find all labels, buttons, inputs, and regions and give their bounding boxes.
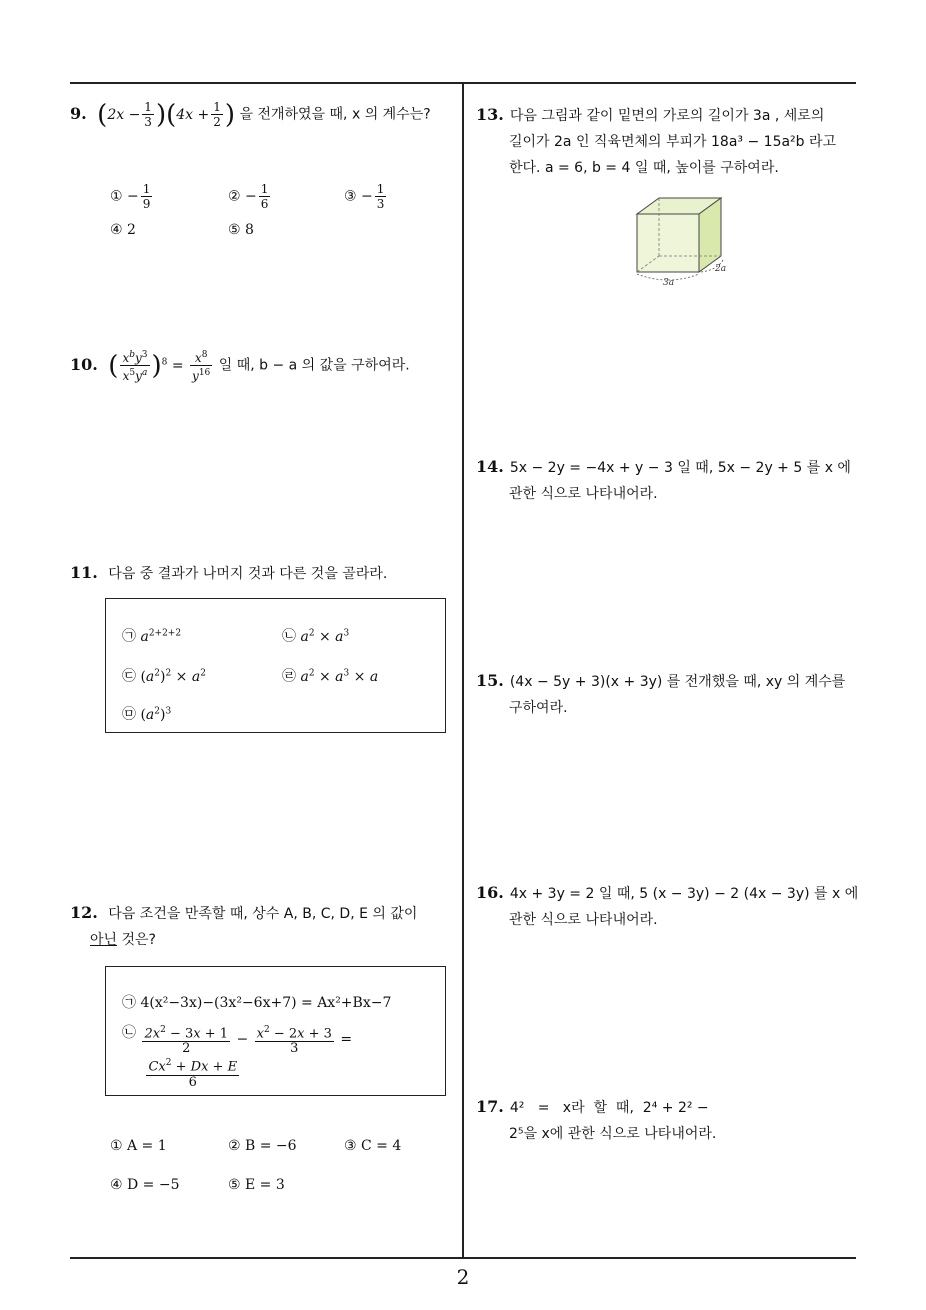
depth-label: 2a bbox=[715, 264, 727, 274]
choice-3[interactable]: ③ − $\frac{1}{3}$ bbox=[344, 182, 385, 211]
question-11 bbox=[70, 560, 455, 587]
question-number: 9. bbox=[70, 103, 87, 123]
question-15 bbox=[476, 668, 860, 721]
question-text: 다음 중 결과가 나머지 것과 다른 것을 골라라. bbox=[108, 566, 388, 582]
question-text: 다음 조건을 만족할 때, 상수 A, B, C, D, E 의 값이 bbox=[108, 906, 418, 922]
question-line-2: 관한 식으로 나타내어라. bbox=[509, 912, 658, 928]
question-12 bbox=[70, 900, 460, 953]
question-9 bbox=[70, 100, 455, 129]
width-label: 3a bbox=[663, 278, 675, 288]
question-number: 13. bbox=[476, 105, 504, 124]
item-e[interactable]: ㉤ $(a^2)^3$ bbox=[122, 706, 172, 723]
bottom-rule bbox=[70, 1257, 856, 1259]
cuboid-figure bbox=[625, 190, 745, 290]
question-number: 12. bbox=[70, 903, 98, 922]
choice-2[interactable]: ② − $\frac{1}{6}$ bbox=[228, 182, 269, 211]
question-line-1: 5x − 2y = −4x + y − 3 일 때, 5x − 2y + 5 를 x 에 bbox=[509, 460, 851, 476]
question-14 bbox=[476, 454, 860, 507]
question-line-2: 관한 식으로 나타내어라. bbox=[509, 486, 658, 502]
item-a[interactable]: ㉠ $a^{2+2+2}$ bbox=[122, 628, 182, 645]
question-line-1: (4x − 5y + 3)(x + 3y) 를 전개했을 때, xy 의 계수를 bbox=[509, 674, 846, 690]
expression: ( $\frac{x^by^3}{x^5y^a}$ )$^8$ = $\frac{x^8}{y^{16}}$ bbox=[108, 350, 211, 383]
question-number: 14. bbox=[476, 457, 504, 476]
condition-1: ㉠ 4(x²−3x)−(3x²−6x+7) = Ax²+Bx−7 bbox=[122, 995, 392, 1011]
expression: (2x − $\frac{1}{3}$ )(4x + $\frac{1}{2}$ ) bbox=[97, 99, 236, 130]
question-17 bbox=[476, 1094, 860, 1147]
question-10 bbox=[70, 348, 455, 383]
question-line-1: 4² = x라 할 때, 2⁴ + 2² − bbox=[509, 1100, 709, 1116]
question-16 bbox=[476, 880, 860, 933]
item-b[interactable]: ㉡ $a^2 \times a^3$ bbox=[282, 628, 350, 645]
choice-4[interactable]: ④ D = −5 bbox=[110, 1177, 180, 1193]
condition-2: ㉡ $\frac{2x^2 - 3x + 1}{2}$ − $\frac{x^2 - 2x + 3}{3}$ = $\frac{Cx^2 + Dx + E}{6}$ bbox=[122, 1025, 353, 1090]
question-number: 17. bbox=[476, 1097, 504, 1116]
choice-4[interactable]: ④ 2 bbox=[110, 222, 136, 238]
page-number: 2 bbox=[456, 1265, 470, 1289]
question-number: 16. bbox=[476, 883, 504, 902]
question-number: 15. bbox=[476, 671, 504, 690]
choice-1[interactable]: ① A = 1 bbox=[110, 1138, 167, 1154]
question-text: 을 전개하였을 때, x 의 계수는? bbox=[239, 106, 431, 123]
choice-2[interactable]: ② B = −6 bbox=[228, 1138, 297, 1154]
item-c[interactable]: ㉢ $(a^2)^2 \times a^2$ bbox=[122, 668, 206, 685]
condition-box bbox=[105, 966, 446, 1096]
question-number: 11. bbox=[70, 563, 98, 582]
question-text: 일 때, b − a 의 값을 구하여라. bbox=[218, 357, 410, 374]
question-line-1: 4x + 3y = 2 일 때, 5 (x − 3y) − 2 (4x − 3y) 를 x 에 bbox=[509, 886, 859, 902]
question-line-1: 다음 그림과 같이 밑면의 가로의 길이가 3a , 세로의 bbox=[509, 108, 825, 124]
choice-5[interactable]: ⑤ 8 bbox=[228, 222, 254, 238]
condition-box bbox=[105, 598, 446, 733]
question-number: 10. bbox=[70, 354, 98, 374]
question-line-3: 한다. a = 6, b = 4 일 때, 높이를 구하여라. bbox=[509, 160, 779, 176]
underlined-word: 아닌 bbox=[90, 932, 118, 948]
question-line-2: 2⁵을 x에 관한 식으로 나타내어라. bbox=[509, 1126, 717, 1142]
item-d[interactable]: ㉣ $a^2 \times a^3 \times a$ bbox=[282, 668, 379, 685]
question-line-2: 구하여라. bbox=[509, 700, 568, 716]
question-text-rest: 것은? bbox=[117, 932, 156, 948]
choice-5[interactable]: ⑤ E = 3 bbox=[228, 1177, 285, 1193]
choice-1[interactable]: ① − $\frac{1}{9}$ bbox=[110, 182, 151, 211]
choice-3[interactable]: ③ C = 4 bbox=[344, 1138, 402, 1154]
question-13 bbox=[476, 102, 860, 181]
question-line-2: 길이가 2a 인 직육면체의 부피가 18a³ − 15a²b 라고 bbox=[509, 134, 837, 150]
column-divider bbox=[462, 82, 464, 1258]
